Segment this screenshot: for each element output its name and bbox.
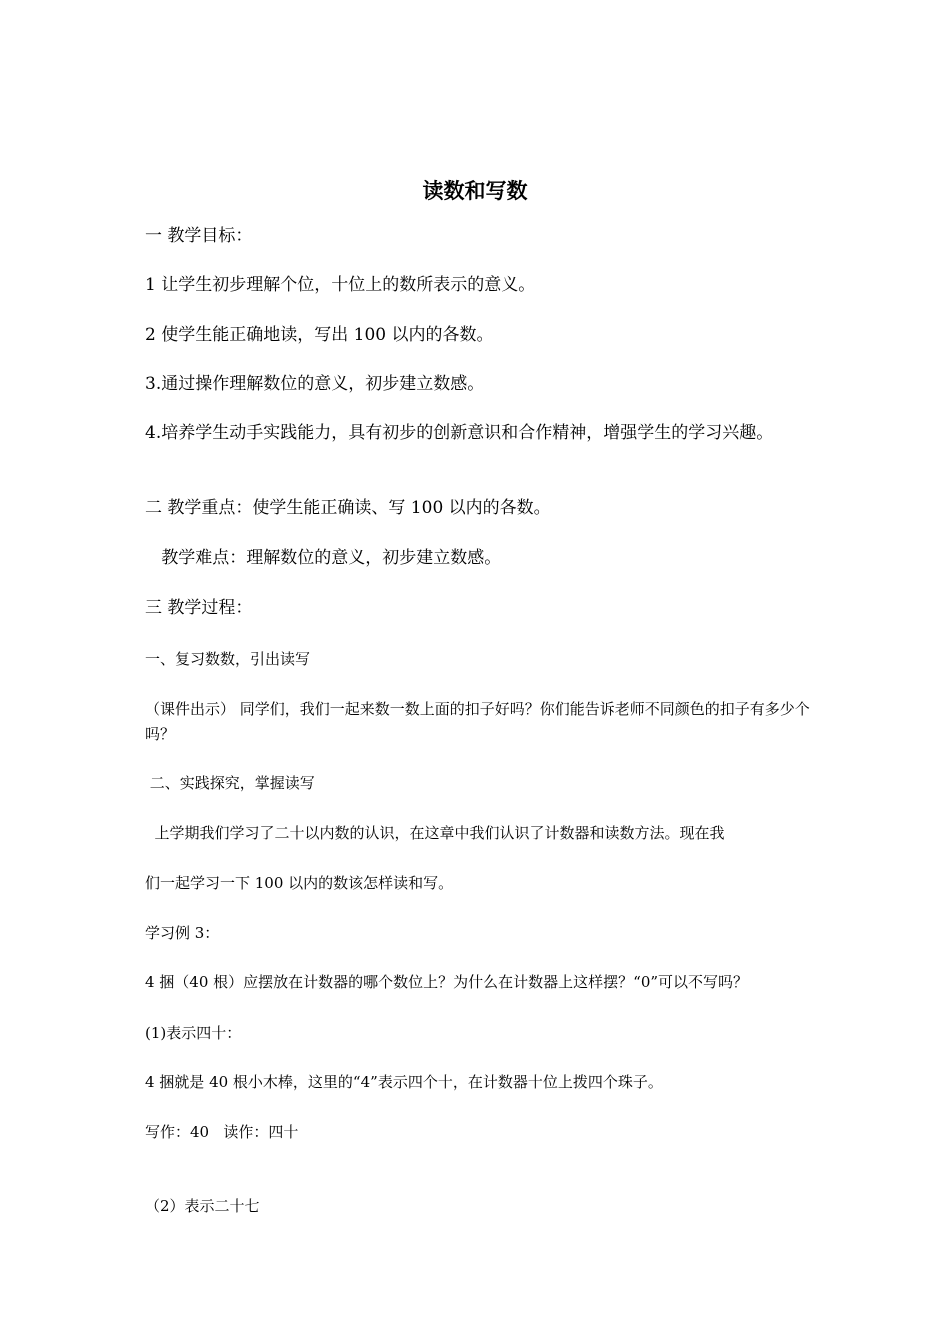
step-1-text: （课件出示） 同学们，我们一起来数一数上面的扣子好吗？你们能告诉老师不同颜色的扣子有多少个吗？ [145, 700, 810, 743]
document-title: 读数和写数 [422, 178, 528, 203]
objective-4: 4.培养学生动手实践能力，具有初步的创新意识和合作精神，增强学生的学习兴趣。 [145, 423, 774, 443]
objective-2: 2 使学生能正确地读，写出 100 以内的各数。 [145, 325, 494, 345]
step-1-heading: 一、复习数数，引出读写 [145, 650, 311, 668]
key-points: 二 教学重点：使学生能正确读、写 100 以内的各数。 [145, 498, 551, 518]
section-heading-process: 三 教学过程： [145, 598, 253, 618]
objective-3: 3.通过操作理解数位的意义，初步建立数感。 [145, 374, 485, 394]
example-3-question: 4 捆（40 根）应摆放在计数器的哪个数位上？为什么在计数器上这样摆？“0”可以不写吗？ [145, 973, 749, 991]
objective-1: 1 让学生初步理解个位，十位上的数所表示的意义。 [145, 275, 536, 295]
step-2-text-line-1: 上学期我们学习了二十以内数的认识，在这章中我们认识了计数器和读数方法。现在我 [145, 824, 725, 842]
subpoint-1-heading: (1)表示四十： [145, 1024, 242, 1042]
step-2-text-line-2: 们一起学习一下 100 以内的数该怎样读和写。 [145, 874, 454, 892]
step-2-heading: 二、实践探究，掌握读写 [145, 774, 315, 792]
section-heading-objectives: 一 教学目标： [145, 226, 253, 246]
subpoint-1-text: 4 捆就是 40 根小木棒，这里的“4”表示四个十，在计数器十位上拨四个珠子。 [145, 1073, 663, 1091]
example-3-heading: 学习例 3： [145, 924, 220, 942]
subpoint-2-heading: （2）表示二十七 [145, 1197, 260, 1215]
subpoint-1-writing: 写作：40 读作：四十 [145, 1123, 299, 1141]
difficult-points: 教学难点：理解数位的意义，初步建立数感。 [145, 548, 502, 568]
